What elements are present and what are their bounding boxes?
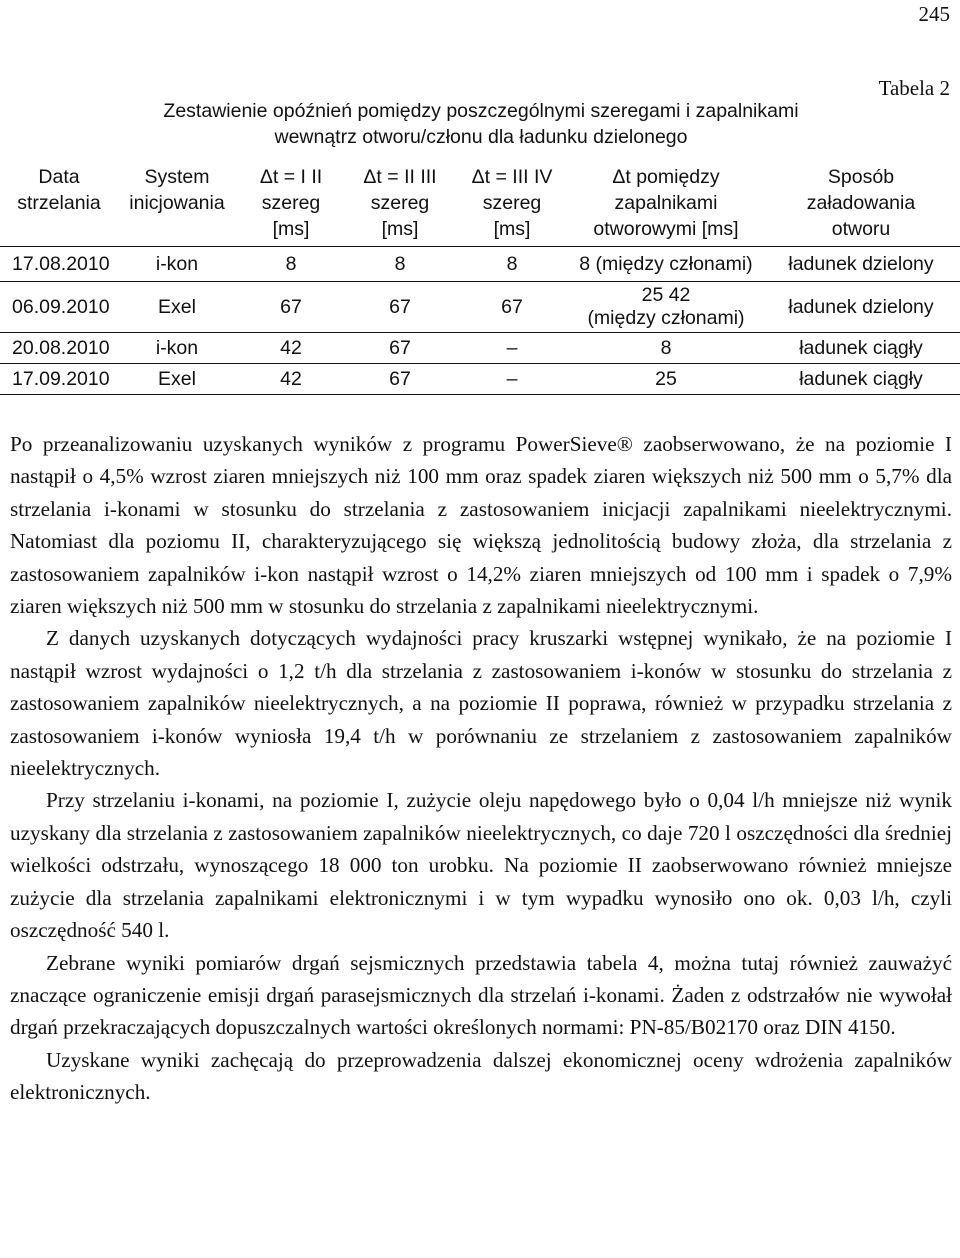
cell-dt-between: 8 — [570, 332, 762, 363]
cell-system: Exel — [118, 281, 236, 332]
header-dt-1-2: Δt = I II szereg [ms] — [236, 156, 346, 246]
cell-system: i-kon — [118, 246, 236, 281]
table-label: Tabela 2 — [878, 76, 950, 100]
table-row — [0, 363, 960, 394]
cell-date: 17.09.2010 — [0, 363, 118, 394]
cell-dt-between-note: (między członami) — [587, 306, 745, 329]
cell-dt-between — [570, 281, 762, 332]
cell-dt-3-4: – — [454, 363, 570, 394]
header-dt-between: Δt pomiędzy zapalnikami otworowymi [ms] — [570, 156, 762, 246]
body-text — [10, 428, 952, 1109]
table-caption — [0, 98, 960, 150]
cell-dt-1-2: 42 — [236, 332, 346, 363]
cell-dt-3-4: – — [454, 332, 570, 363]
cell-loading: ładunek dzielony — [762, 281, 960, 332]
paragraph: Zebrane wyniki pomiarów drgań sejsmicznych przedstawia tabela 4, można tutaj również zauważyć znaczące ograniczenie emisji drgań parasejsmicznych dla strzelań i-konami. Żaden z odstrzałów nie wywołał drgań przekraczających dopuszczalnych wartości określonych normami: PN-85/B02170 oraz DIN 4150. — [10, 950, 952, 1040]
paragraph: Przy strzelaniu i-konami, na poziomie I, zużycie oleju napędowego było o 0,04 l/h mniejsze niż wynik uzyskany dla strzelania z zastosowaniem zapalników nieelektrycznych, co daje 720 l oszczędności dla średniej wielkości odstrzału, wynoszącego 18 000 ton urobku. Na poziomie II zaobserwowano również mniejsze zużycie dla strzelania zapalnikami elektronicznymi i w tym wypadku wynosiło ono ok. 0,03 l/h, czyli oszczędność 540 l. — [10, 788, 952, 943]
cell-dt-between: 8 (między członami) — [570, 246, 762, 281]
header-loading: Sposób załadowania otworu — [762, 156, 960, 246]
header-system: System inicjowania — [118, 156, 236, 246]
cell-dt-1-2: 8 — [236, 246, 346, 281]
cell-dt-1-2: 42 — [236, 363, 346, 394]
caption-line-1: Zestawienie opóźnień pomiędzy poszczególnymi szeregami i zapalnikami — [163, 100, 799, 122]
page-number: 245 — [918, 2, 950, 26]
cell-loading: ładunek ciągły — [762, 363, 960, 394]
cell-dt-2-3: 67 — [346, 332, 454, 363]
table-header-row — [0, 156, 960, 246]
cell-date: 17.08.2010 — [0, 246, 118, 281]
cell-dt-2-3: 8 — [346, 246, 454, 281]
cell-dt-1-2: 67 — [236, 281, 346, 332]
cell-date: 20.08.2010 — [0, 332, 118, 363]
cell-dt-between-range: 25 42 — [641, 283, 691, 306]
paragraph: Po przeanalizowaniu uzyskanych wyników z programu PowerSieve® zaobserwowano, że na poziomie I nastąpił o 4,5% wzrost ziaren mniejszych niż 100 mm oraz spadek ziaren większych niż 500 mm o 5,7% dla strzelania i-konami w stosunku do strzelania z zastosowaniem inicjacji zapalnikami nieelektrycznymi. Natomiast dla poziomu II, charakteryzującego się większą jednolitością budowy złoża, dla strzelania z zastosowaniem zapalników i-kon nastąpił wzrost o 14,2% ziaren mniejszych od 100 mm i spadek o 7,9% ziaren większych niż 500 mm w stosunku do strzelania z zapalnikami nieelektrycznymi. — [10, 432, 952, 619]
cell-dt-3-4: 8 — [454, 246, 570, 281]
cell-loading: ładunek ciągły — [762, 332, 960, 363]
caption-line-2: wewnątrz otworu/członu dla ładunku dzielonego — [274, 126, 688, 148]
table-row — [0, 246, 960, 281]
header-date: Data strzelania — [0, 156, 118, 246]
table-row — [0, 281, 960, 332]
cell-dt-3-4: 67 — [454, 281, 570, 332]
cell-date: 06.09.2010 — [0, 281, 118, 332]
paragraph: Uzyskane wyniki zachęcają do przeprowadzenia dalszej ekonomicznej oceny wdrożenia zapalników elektronicznych. — [10, 1047, 952, 1105]
cell-system: Exel — [118, 363, 236, 394]
cell-dt-2-3: 67 — [346, 281, 454, 332]
cell-system: i-kon — [118, 332, 236, 363]
cell-dt-between: 25 — [570, 363, 762, 394]
cell-loading: ładunek dzielony — [762, 246, 960, 281]
paragraph: Z danych uzyskanych dotyczących wydajności pracy kruszarki wstępnej wynikało, że na poziomie I nastąpił wzrost wydajności o 1,2 t/h dla strzelania z zastosowaniem i-konów w stosunku do strzelania z zastosowaniem zapalników nieelektrycznych, a na poziomie II poprawa, również w przypadku strzelania z zastosowaniem i-konów wyniosła 19,4 t/h w porównaniu ze strzelaniem z zastosowaniem zapalników nieelektrycznych. — [10, 626, 952, 781]
cell-dt-2-3: 67 — [346, 363, 454, 394]
header-dt-3-4: Δt = III IV szereg [ms] — [454, 156, 570, 246]
header-dt-2-3: Δt = II III szereg [ms] — [346, 156, 454, 246]
table-row — [0, 332, 960, 363]
delay-table — [0, 156, 960, 395]
